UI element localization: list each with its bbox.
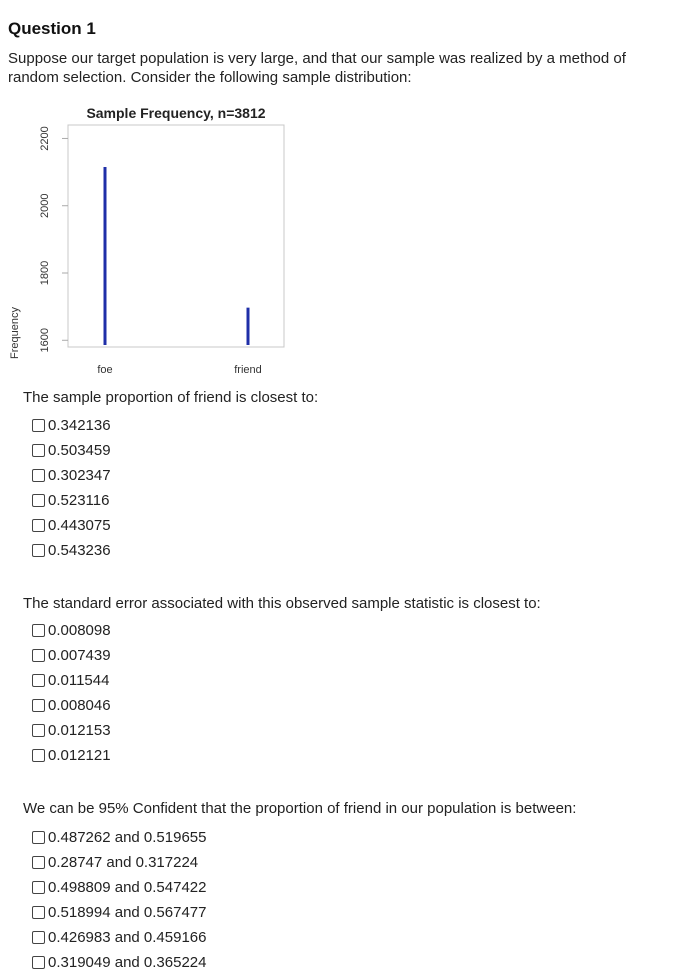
answer-option-label: 0.426983 and 0.459166 (48, 929, 207, 946)
answer-option[interactable] (32, 643, 111, 668)
answer-checkbox[interactable] (32, 674, 45, 687)
answer-option[interactable] (32, 950, 207, 975)
answer-checkbox[interactable] (32, 956, 45, 969)
answer-checkbox[interactable] (32, 624, 45, 637)
answer-option[interactable] (32, 438, 111, 463)
answer-checkbox[interactable] (32, 544, 45, 557)
answer-option-label: 0.28747 and 0.317224 (48, 854, 199, 871)
answer-option[interactable] (32, 925, 207, 950)
answer-checkbox[interactable] (32, 724, 45, 737)
answer-checkbox[interactable] (32, 856, 45, 869)
answer-option-label: 0.008046 (48, 697, 111, 714)
answer-option-label: 0.498809 and 0.547422 (48, 879, 207, 896)
answer-option-label: 0.487262 and 0.519655 (48, 829, 207, 846)
question-prompt-3: We can be 95% Confident that the proportion of friend in our population is between: (23, 800, 577, 817)
x-tick-label: friend (234, 364, 262, 376)
answer-option[interactable] (32, 743, 111, 768)
answer-checkbox[interactable] (32, 881, 45, 894)
x-tick-label: foe (97, 364, 113, 376)
answer-option[interactable] (32, 825, 207, 850)
answer-option-label: 0.012153 (48, 722, 111, 739)
question-title: Question 1 (8, 19, 96, 38)
answer-option-label: 0.319049 and 0.365224 (48, 954, 207, 971)
answer-option[interactable] (32, 875, 207, 900)
answer-option-label: 0.012121 (48, 747, 111, 764)
answer-checkbox[interactable] (32, 444, 45, 457)
answer-checkbox[interactable] (32, 649, 45, 662)
y-tick-label: 1600 (39, 328, 51, 353)
answer-option[interactable] (32, 900, 207, 925)
answer-option-label: 0.302347 (48, 467, 111, 484)
answer-checkbox[interactable] (32, 419, 45, 432)
answer-option-label: 0.007439 (48, 647, 111, 664)
answer-option[interactable] (32, 618, 111, 643)
answer-checkbox[interactable] (32, 831, 45, 844)
answer-option[interactable] (32, 413, 111, 438)
answer-option[interactable] (32, 463, 111, 488)
y-tick-label: 1800 (39, 260, 51, 286)
answer-option-label: 0.011544 (48, 672, 110, 689)
answer-checkbox[interactable] (32, 494, 45, 507)
answer-checkbox[interactable] (32, 519, 45, 532)
plot-frame (68, 125, 284, 347)
chart-title: Sample Frequency, n=3812 (86, 105, 266, 121)
answer-checkbox[interactable] (32, 469, 45, 482)
answer-option[interactable] (32, 693, 111, 718)
y-axis-label: Frequency (9, 307, 21, 359)
y-tick-label: 2200 (39, 126, 51, 151)
answer-option[interactable] (32, 668, 111, 693)
answer-option-label: 0.503459 (48, 442, 111, 459)
question-prompt-1: The sample proportion of friend is closest to: (23, 389, 319, 406)
answer-option[interactable] (32, 718, 111, 743)
answer-options-3 (32, 825, 207, 975)
answer-option[interactable] (32, 513, 111, 538)
answer-option[interactable] (32, 488, 111, 513)
answer-option[interactable] (32, 538, 111, 563)
answer-option-label: 0.443075 (48, 517, 111, 534)
question-intro: Suppose our target population is very large, and that our sample was realized by a method of random selection. Consider the following sample distribution: (8, 50, 626, 86)
answer-options-2 (32, 618, 111, 768)
answer-option[interactable] (32, 850, 207, 875)
answer-checkbox[interactable] (32, 699, 45, 712)
answer-options-1 (32, 413, 111, 563)
sample-frequency-chart (0, 95, 300, 385)
answer-option-label: 0.518994 and 0.567477 (48, 904, 207, 921)
answer-checkbox[interactable] (32, 931, 45, 944)
question-prompt-2: The standard error associated with this observed sample statistic is closest to: (23, 595, 541, 612)
y-tick-label: 2000 (39, 193, 51, 218)
answer-option-label: 0.342136 (48, 417, 111, 434)
answer-checkbox[interactable] (32, 749, 45, 762)
answer-option-label: 0.008098 (48, 622, 111, 639)
answer-option-label: 0.543236 (48, 542, 111, 559)
answer-option-label: 0.523116 (48, 492, 110, 509)
answer-checkbox[interactable] (32, 906, 45, 919)
